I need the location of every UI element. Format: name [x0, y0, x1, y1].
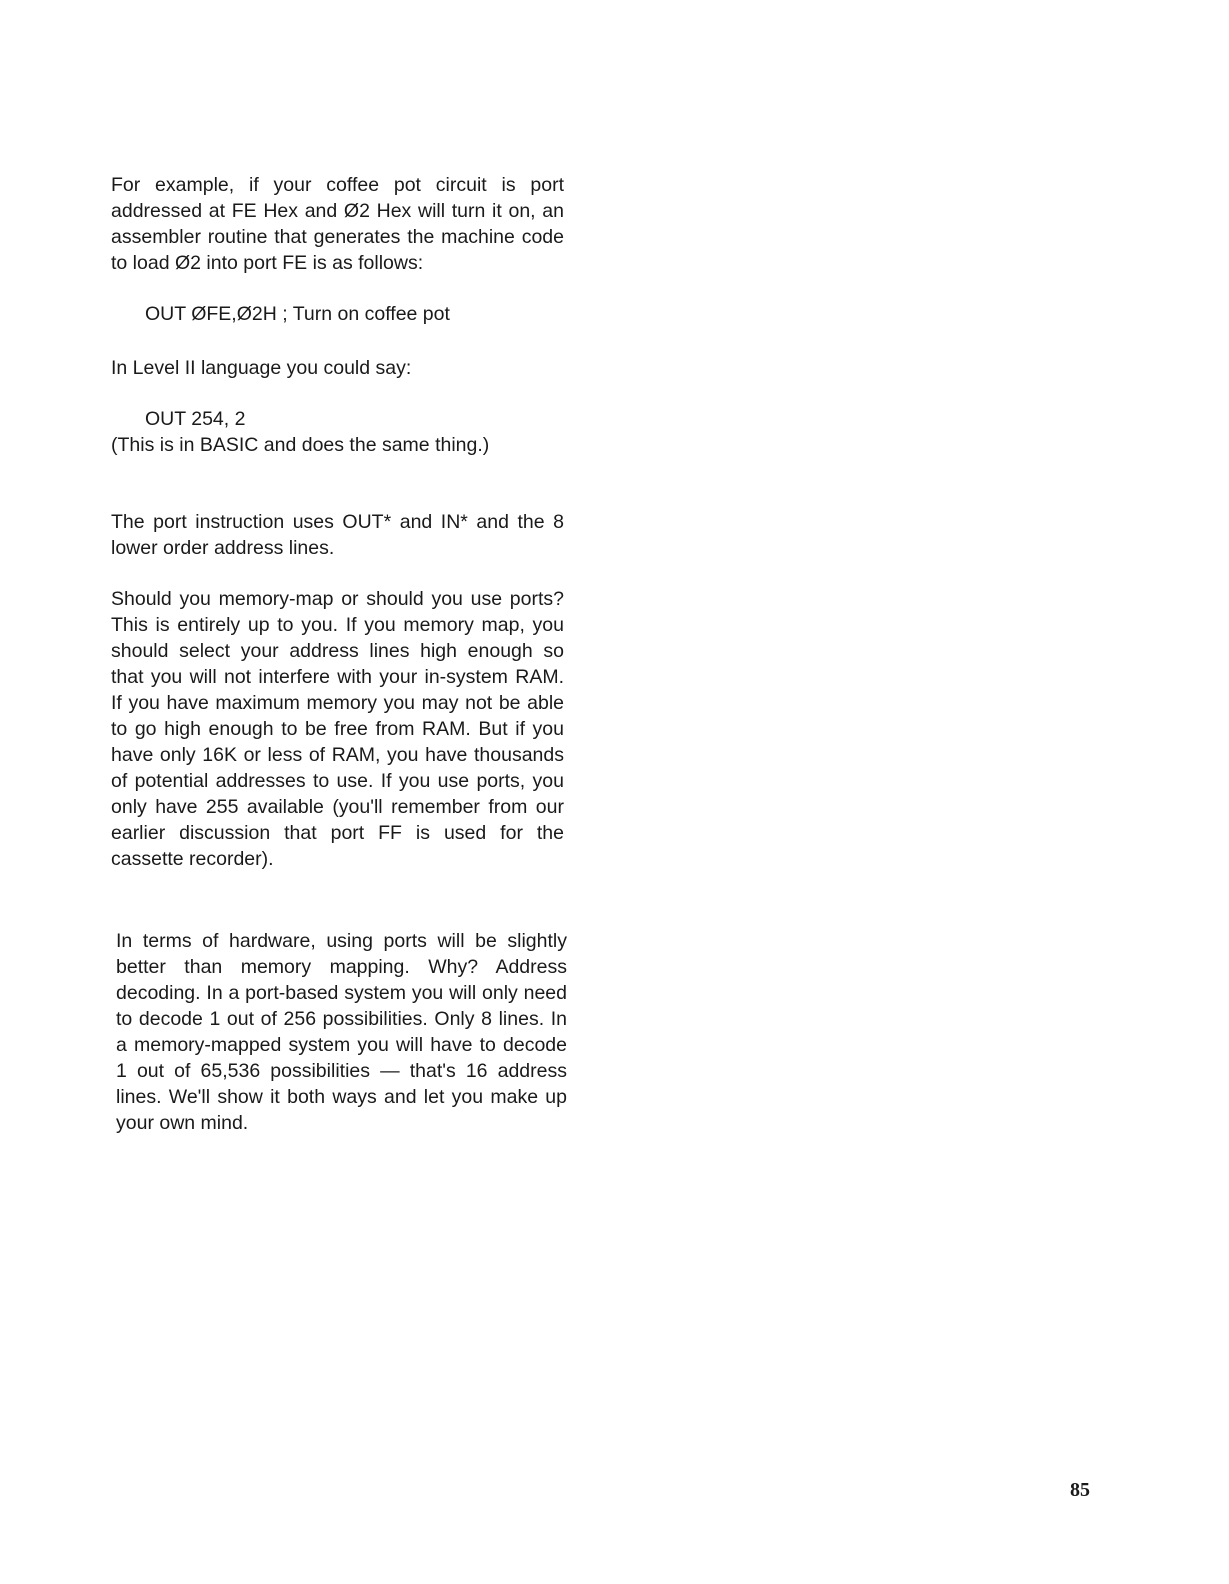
paragraph-hardware-terms: In terms of hardware, using ports will be slightly better than memory mapping. Why? Address decoding. In a port-based system you will only need to decode 1 out of 256 possibilities. Only 8 lines. In a memory-mapped system you will have to decode 1 out of 65,536 possibilities — that's 16 address lines. We'll show it both ways and let you make up your own mind.: [116, 930, 567, 1134]
page-number: 85: [1070, 1479, 1090, 1501]
paragraph-basic-note: (This is in BASIC and does the same thing.): [111, 434, 490, 456]
paragraph-memory-map-question: Should you memory-map or should you use ports? This is entirely up to you. If you memory map, you should select your address lines high enough so that you will not interfere with your in-system RAM. If you have maximum memory you may not be able to go high enough to be free from RAM. But if you have only 16K or less of RAM, you have thousands of potential addresses to use. If you use ports, you only have 255 available (you'll remember from our earlier discussion that port FF is used for the cassette recorder).: [111, 588, 564, 870]
paragraph-level2-intro: In Level II language you could say:: [111, 357, 412, 379]
paragraph-example-intro: For example, if your coffee pot circuit is port addressed at FE Hex and Ø2 Hex will turn it on, an assembler routine that generates the machine code to load Ø2 into port FE is as follows:: [111, 174, 564, 274]
basic-code-line: OUT 254, 2: [145, 408, 246, 430]
paragraph-port-instruction: The port instruction uses OUT* and IN* and the 8 lower order address lines.: [111, 511, 564, 559]
assembler-code-line: OUT ØFE,Ø2H ; Turn on coffee pot: [145, 303, 450, 325]
